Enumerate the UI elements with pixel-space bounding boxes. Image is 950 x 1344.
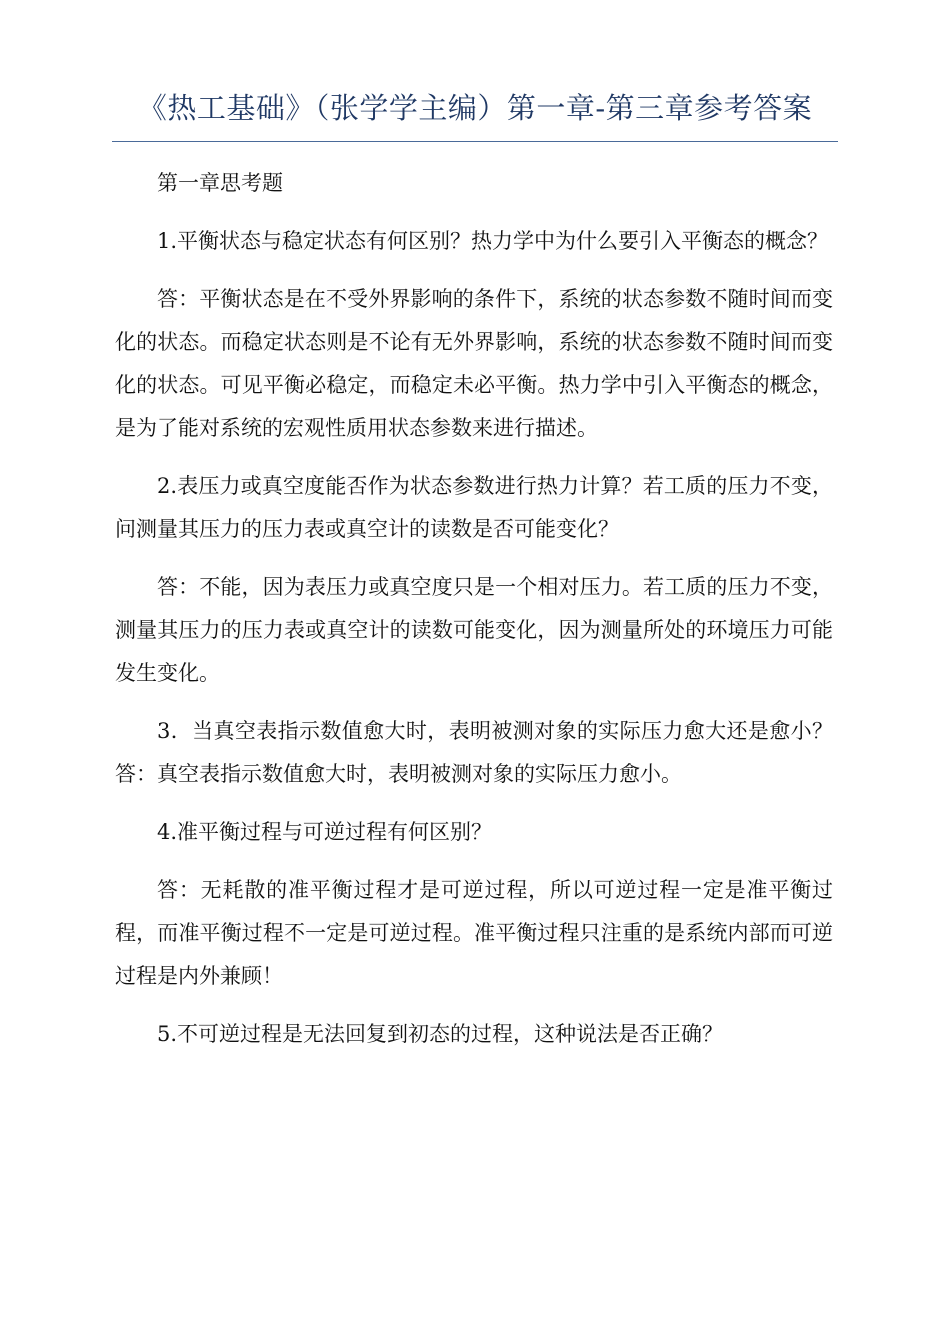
chapter-heading: 第一章思考题: [157, 171, 283, 195]
question-2: 2.表压力或真空度能否作为状态参数进行热力计算？若工质的压力不变，问测量其压力的压力表或真空计的读数是否可能变化？: [115, 474, 833, 541]
document-body: [115, 162, 833, 1071]
question-answer-3: 3．当真空表指示数值愈大时，表明被测对象的实际压力愈大还是愈小？答：真空表指示数值愈大时，表明被测对象的实际压力愈小。: [115, 719, 833, 786]
answer-4: 答：无耗散的准平衡过程才是可逆过程，所以可逆过程一定是准平衡过程，而准平衡过程不一定是可逆过程。准平衡过程只注重的是系统内部而可逆过程是内外兼顾！: [115, 878, 833, 988]
question-4: 4.准平衡过程与可逆过程有何区别？: [157, 820, 493, 844]
answer-2: 答：不能，因为表压力或真空度只是一个相对压力。若工质的压力不变，测量其压力的压力表或真空计的读数可能变化，因为测量所处的环境压力可能发生变化。: [115, 575, 833, 685]
document-title: 《热工基础》（张学学主编）第一章-第三章参考答案: [137, 91, 813, 125]
title-divider: [112, 141, 838, 142]
question-1: 1.平衡状态与稳定状态有何区别？热力学中为什么要引入平衡态的概念？: [157, 229, 829, 253]
question-5: 5.不可逆过程是无法回复到初态的过程，这种说法是否正确？: [157, 1022, 724, 1046]
answer-1: 答：平衡状态是在不受外界影响的条件下，系统的状态参数不随时间而变化的状态。而稳定状态则是不论有无外界影响，系统的状态参数不随时间而变化的状态。可见平衡必稳定，而稳定未必平衡。热力学中引入平衡态的概念，是为了能对系统的宏观性质用状态参数来进行描述。: [115, 287, 833, 440]
